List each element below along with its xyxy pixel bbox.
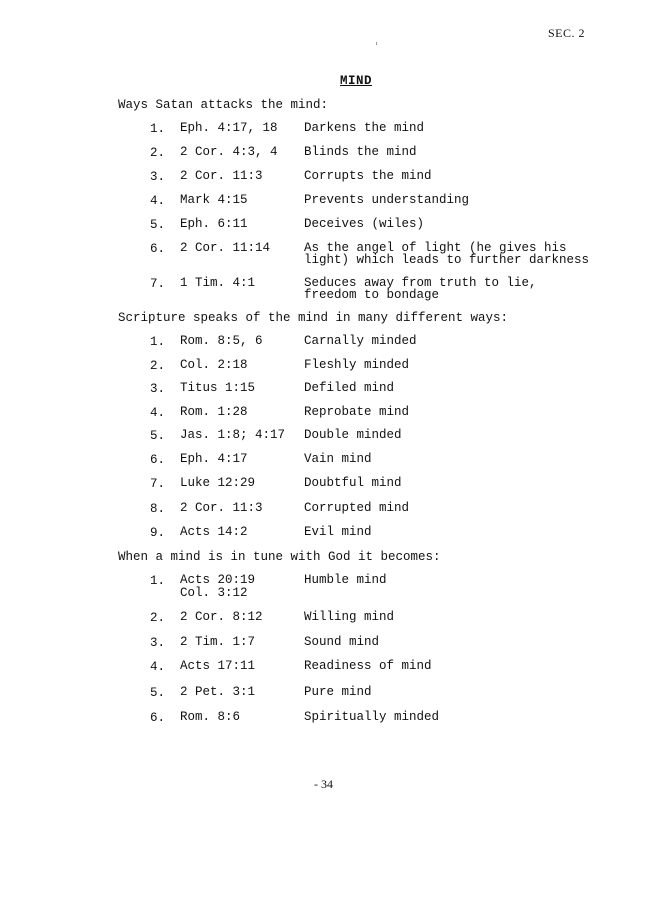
scripture-reference: 1 Tim. 4:1	[180, 276, 256, 290]
item-number: 3.	[150, 382, 166, 396]
scripture-reference: 2 Cor. 8:12	[180, 610, 263, 624]
scripture-reference: 2 Cor. 11:3	[180, 501, 263, 515]
item-description: Vain mind	[304, 452, 372, 466]
scripture-reference: Rom. 1:28	[180, 405, 248, 419]
item-description: Corrupts the mind	[304, 169, 432, 183]
item-description: Pure mind	[304, 685, 372, 699]
scripture-reference: 2 Cor. 4:3, 4	[180, 145, 278, 159]
scripture-reference: 2 Pet. 3:1	[180, 685, 256, 699]
item-number: 1.	[150, 574, 166, 588]
scripture-reference: Acts 20:19 Col. 3:12	[180, 573, 256, 600]
item-description: Evil mind	[304, 525, 372, 539]
item-description: Reprobate mind	[304, 405, 410, 419]
item-description: Blinds the mind	[304, 145, 417, 159]
scripture-reference: Col. 2:18	[180, 358, 248, 372]
item-number: 9.	[150, 526, 166, 540]
item-number: 6.	[150, 711, 166, 725]
item-number: 1.	[150, 335, 166, 349]
section-heading-scripture-speaks: Scripture speaks of the mind in many different ways:	[118, 311, 509, 325]
section-heading-in-tune-with-god: When a mind is in tune with God it becomes:	[118, 550, 441, 564]
section-heading-satan-attacks: Ways Satan attacks the mind:	[118, 98, 329, 112]
item-number: 2.	[150, 146, 166, 160]
item-description: Spiritually minded	[304, 710, 440, 724]
item-number: 5.	[150, 686, 166, 700]
scripture-reference: Eph. 4:17	[180, 452, 248, 466]
page-number: - 34	[314, 777, 333, 791]
item-description: Fleshly minded	[304, 358, 410, 372]
item-number: 4.	[150, 660, 166, 674]
item-description: Corrupted mind	[304, 501, 410, 515]
item-description: Humble mind	[304, 573, 387, 587]
scripture-reference: 2 Cor. 11:14	[180, 241, 271, 255]
scripture-reference: Titus 1:15	[180, 381, 256, 395]
item-number: 3.	[150, 170, 166, 184]
scripture-reference: Mark 4:15	[180, 193, 248, 207]
item-description: Defiled mind	[304, 381, 395, 395]
item-description: Prevents understanding	[304, 193, 470, 207]
scripture-reference: Acts 14:2	[180, 525, 248, 539]
scripture-reference: Acts 17:11	[180, 659, 256, 673]
item-description: Carnally minded	[304, 334, 417, 348]
item-description: As the angel of light (he gives his light) which leads to further darkness	[304, 241, 590, 267]
item-number: 7.	[150, 477, 166, 491]
scripture-reference: Rom. 8:6	[180, 710, 241, 724]
scripture-reference: Jas. 1:8; 4:17	[180, 428, 286, 442]
item-description: Willing mind	[304, 610, 395, 624]
item-description: Seduces away from truth to lie, freedom to bondage	[304, 276, 537, 302]
item-number: 5.	[150, 218, 166, 232]
item-number: 6.	[150, 453, 166, 467]
scripture-reference: Rom. 8:5, 6	[180, 334, 263, 348]
item-description: Darkens the mind	[304, 121, 425, 135]
item-number: 4.	[150, 194, 166, 208]
item-number: 8.	[150, 502, 166, 516]
item-number: 1.	[150, 122, 166, 136]
item-description: Doubtful mind	[304, 476, 402, 490]
scripture-reference: Luke 12:29	[180, 476, 256, 490]
item-description: Readiness of mind	[304, 659, 432, 673]
scripture-reference: 2 Tim. 1:7	[180, 635, 256, 649]
item-number: 6.	[150, 242, 166, 256]
item-description: Double minded	[304, 428, 402, 442]
item-number: 5.	[150, 429, 166, 443]
scan-speck	[376, 42, 377, 45]
item-number: 2.	[150, 359, 166, 373]
scripture-reference: 2 Cor. 11:3	[180, 169, 263, 183]
page-title: MIND	[340, 74, 373, 88]
item-description: Deceives (wiles)	[304, 217, 425, 231]
item-number: 4.	[150, 406, 166, 420]
scripture-reference: Eph. 6:11	[180, 217, 248, 231]
item-number: 7.	[150, 277, 166, 291]
item-description: Sound mind	[304, 635, 380, 649]
scripture-reference: Eph. 4:17, 18	[180, 121, 278, 135]
section-label: SEC. 2	[548, 26, 586, 40]
item-number: 3.	[150, 636, 166, 650]
item-number: 2.	[150, 611, 166, 625]
